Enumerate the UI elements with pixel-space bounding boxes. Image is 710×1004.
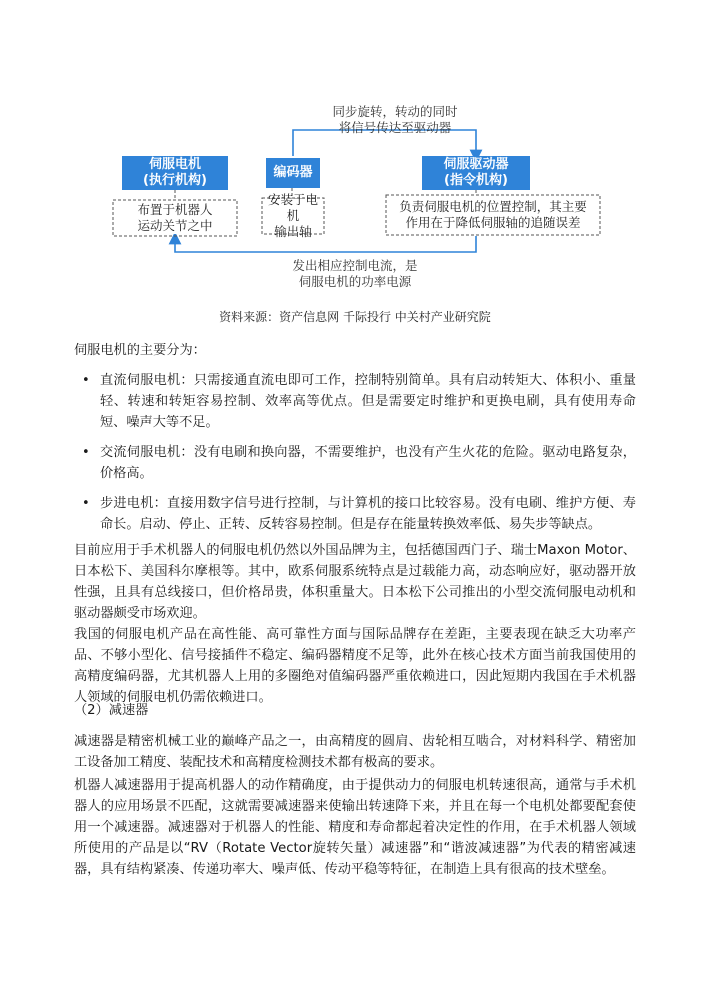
list-item: • 直流伺服电机：只需接通直流电即可工作，控制特别简单。具有启动转矩大、体积小、重量轻、转速和转矩容易控制、效率高等优点。但是需要定时维护和更换电刷，具有使用寿命短、噪声大等不足。	[74, 370, 636, 433]
bottom-arrow	[175, 236, 476, 252]
box-encoder: 编码器	[266, 158, 320, 188]
desc-servo-driver: 负责伺服电机的位置控制，其主要 作用在于降低伺服轴的追随误差	[388, 197, 598, 233]
section-heading: （2）减速器	[74, 703, 149, 718]
intro-text: 伺服电机的主要分为：	[74, 343, 206, 358]
paragraph-reducer-intro: 减速器是精密机械工业的巅峰产品之一，由高精度的圆肩、齿轮相互啮合，对材料科学、精密加工设备加工精度、装配技术和高精度检测技术都有极高的要求。	[74, 734, 636, 770]
paragraph-domestic-gap: 我国的伺服电机产品在高性能、高可靠性方面与国际品牌存在差距，主要表现在缺乏大功率产品、不够小型化、信号接插件不稳定、编码器精度不足等，此外在核心技术方面当前我国使用的高精度编码器，尤其机器人上用的多圈绝对值编码器严重依赖进口，因此短期内我国在手术机器人领域的伺服电机仍需依赖进口。	[74, 627, 636, 705]
paragraph-foreign-brands: 目前应用于手术机器人的伺服电机仍然以外国品牌为主，包括德国西门子、瑞士Maxon Motor、日本松下、美国科尔摩根等。其中，欧系伺服系统特点是过载能力高，动态响应好，驱动器开放性强，且具有总线接口，但价格昂贵，体积重量大。日本松下公司推出的小型交流伺服电动机和驱动器颇受市场欢迎。	[74, 543, 636, 621]
flow-diagram	[0, 0, 710, 300]
figure-source: 资料来源：资产信息网 千际投行 中关村产业研究院	[219, 310, 491, 324]
bottom-caption: 发出相应控制电流，是 伺服电机的功率电源	[292, 258, 418, 289]
list-item: • 交流伺服电机：没有电刷和换向器，不需要维护，也没有产生火花的危险。驱动电路复杂，价格高。	[74, 442, 636, 484]
bullet-icon: •	[82, 445, 90, 460]
diagram-arrows	[0, 0, 710, 300]
bullet-icon: •	[82, 496, 90, 511]
desc-encoder: 安装于电机 输出轴	[264, 200, 322, 232]
list-item: • 步进电机：直接用数字信号进行控制，与计算机的接口比较容易。没有电刷、维护方便、寿命长。启动、停止、正转、反转容易控制。但是存在能量转换效率低、易失步等缺点。	[74, 493, 636, 535]
box-servo-driver: 伺服驱动器 (指令机构)	[422, 156, 530, 190]
servo-type-list	[74, 370, 636, 535]
desc-servo-motor: 布置于机器人 运动关节之中	[116, 202, 234, 234]
box-servo-motor: 伺服电机 (执行机构)	[122, 156, 228, 190]
top-caption: 同步旋转，转动的同时 将信号传达至驱动器	[332, 104, 458, 135]
bullet-icon: •	[82, 373, 90, 388]
paragraph-reducer-detail: 机器人减速器用于提高机器人的动作精确度，由于提供动力的伺服电机转速很高，通常与手术机器人的应用场景不匹配，这就需要减速器来使输出转速降下来，并且在每一个电机处都要配套使用一个减速器。减速器对于机器人的性能、精度和寿命都起着决定性的作用，在手术机器人领域所使用的产品是以“RV（Rotate Vector旋转矢量）减速器”和“谐波减速器”为代表的精密减速器，具有结构紧凑、传递功率大、噪声低、传动平稳等特征，在制造上具有很高的技术壁垒。	[74, 778, 636, 877]
